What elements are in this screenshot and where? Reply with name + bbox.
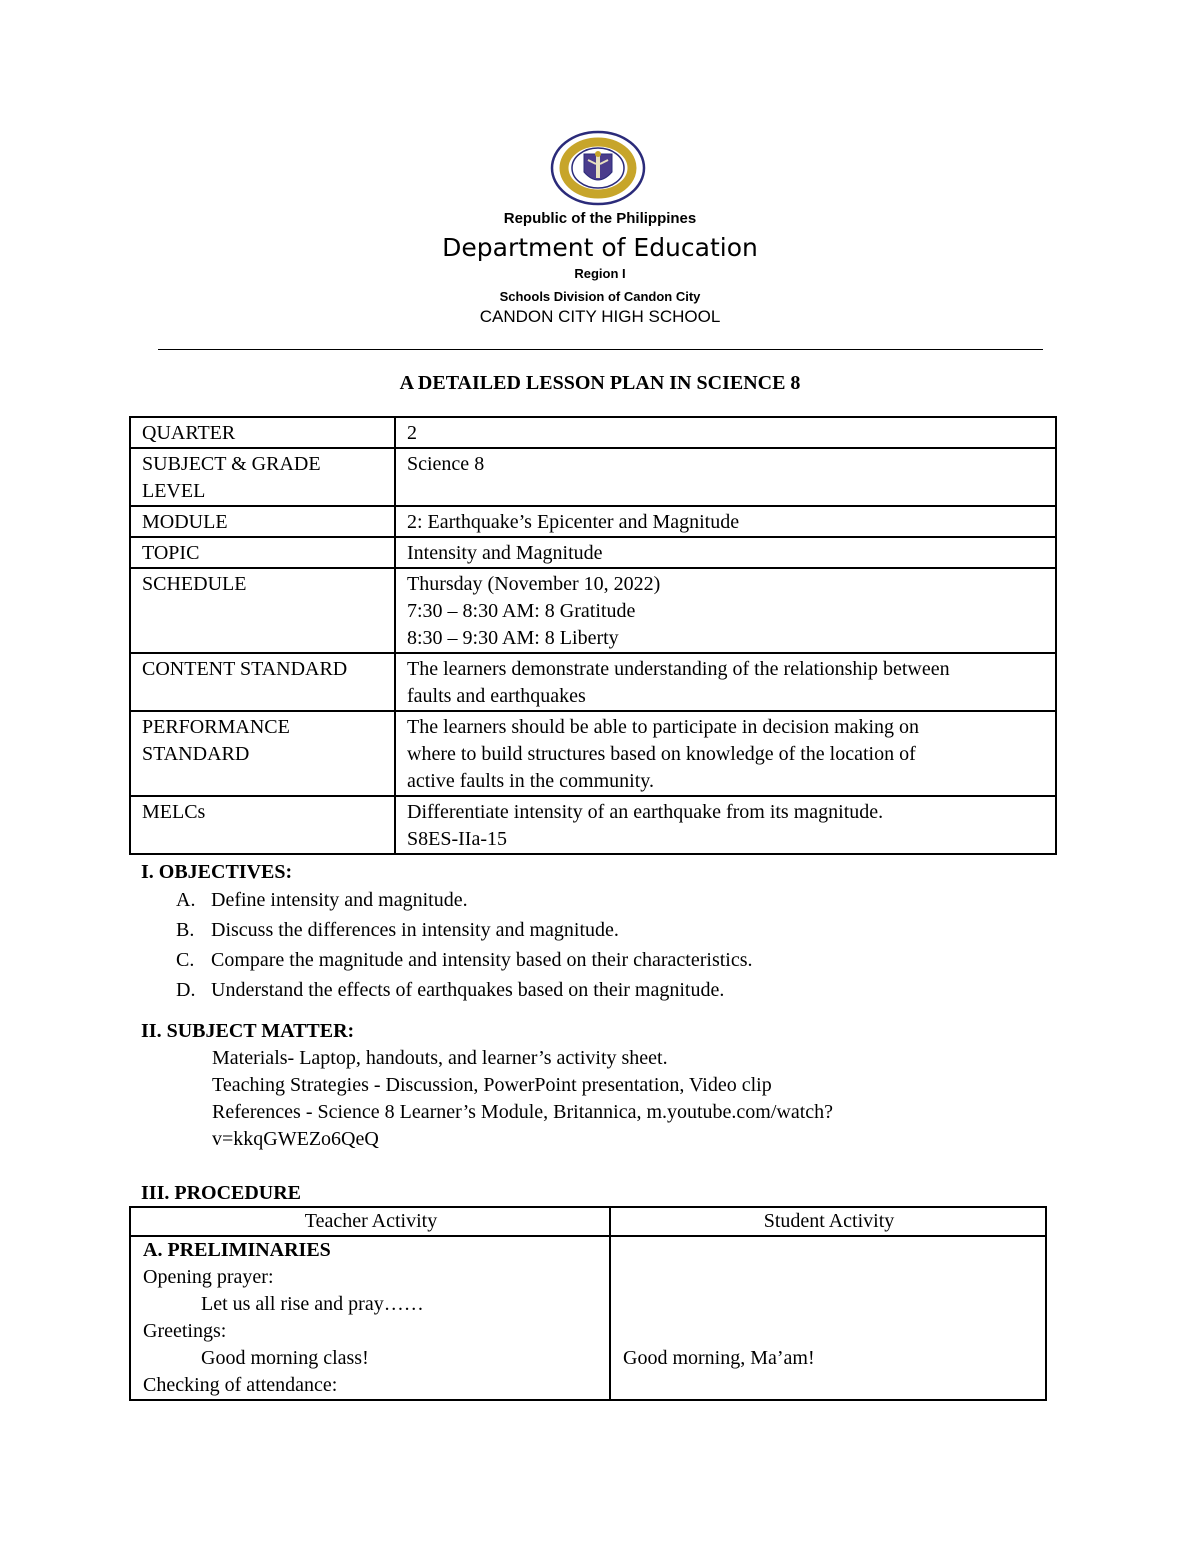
opening-prayer-label: Opening prayer: [143, 1266, 274, 1288]
melcs-value [395, 796, 1056, 854]
republic-line: Republic of the Philippines [503, 210, 697, 227]
performance-standard-label [130, 711, 395, 796]
attendance-label: Checking of attendance: [143, 1374, 338, 1396]
list-text: Compare the magnitude and intensity based on their characteristics. [211, 949, 753, 971]
list-text: Discuss the differences in intensity and magnitude. [211, 919, 619, 941]
performance-label-line: PERFORMANCE [142, 716, 290, 738]
teacher-activity-cell [130, 1236, 610, 1400]
content-standard-value [395, 653, 1056, 711]
module-label: MODULE [130, 506, 395, 537]
topic-value: Intensity and Magnitude [395, 537, 1056, 568]
table-row [130, 417, 1056, 448]
performance-standard-value [395, 711, 1056, 796]
table-row [130, 796, 1056, 854]
schedule-value [395, 568, 1056, 653]
melcs-label: MELCs [130, 796, 395, 854]
subject-label-line: LEVEL [142, 480, 206, 502]
content-standard-label: CONTENT STANDARD [130, 653, 395, 711]
schedule-label: SCHEDULE [130, 568, 395, 653]
performance-line: The learners should be able to participate in decision making on [407, 716, 920, 738]
table-row [130, 448, 1056, 506]
melcs-line: Differentiate intensity of an earthquake from its magnitude. [407, 801, 884, 823]
greeting-line: Good morning class! [201, 1347, 369, 1369]
greetings-label: Greetings: [143, 1320, 227, 1342]
student-reply: Good morning, Ma’am! [623, 1347, 815, 1369]
performance-label-line: STANDARD [142, 743, 250, 765]
table-row [130, 1207, 1046, 1236]
prayer-line: Let us all rise and pray…… [201, 1293, 424, 1315]
table-row [130, 537, 1056, 568]
table-row [130, 1236, 1046, 1400]
subject-label-line: SUBJECT & GRADE [142, 453, 321, 475]
header-divider [158, 349, 1043, 350]
teacher-activity-header: Teacher Activity [130, 1207, 610, 1236]
procedure-table [129, 1206, 1047, 1401]
schedule-line: 8:30 – 9:30 AM: 8 Liberty [407, 627, 619, 649]
school-name: CANDON CITY HIGH SCHOOL [479, 307, 721, 326]
objectives-list [176, 885, 753, 1005]
student-activity-header: Student Activity [610, 1207, 1046, 1236]
performance-line: active faults in the community. [407, 770, 654, 792]
strategies-line: Teaching Strategies - Discussion, PowerPoint presentation, Video clip [212, 1074, 772, 1096]
list-item [176, 885, 753, 915]
deped-seal [550, 130, 646, 206]
student-activity-cell [610, 1236, 1046, 1400]
lesson-info-table [129, 416, 1057, 855]
objectives-heading: I. OBJECTIVES: [141, 861, 293, 883]
list-letter: B. [176, 919, 195, 941]
table-row [130, 653, 1056, 711]
department-name: Department of Education [442, 233, 758, 262]
table-row [130, 711, 1056, 796]
list-letter: A. [176, 889, 196, 911]
quarter-value: 2 [395, 417, 1056, 448]
spacer [623, 1237, 1035, 1345]
subject-matter-body [212, 1045, 833, 1153]
list-text: Understand the effects of earthquakes based on their magnitude. [211, 979, 725, 1001]
melcs-line: S8ES-IIa-15 [407, 828, 507, 850]
subject-matter-heading: II. SUBJECT MATTER: [141, 1020, 355, 1042]
table-row [130, 506, 1056, 537]
schedule-line: 7:30 – 8:30 AM: 8 Gratitude [407, 600, 636, 622]
content-line: The learners demonstrate understanding of the relationship between [407, 658, 950, 680]
region-line: Region I [574, 266, 626, 281]
quarter-label: QUARTER [130, 417, 395, 448]
procedure-heading: III. PROCEDURE [141, 1182, 302, 1204]
lesson-plan-title: A DETAILED LESSON PLAN IN SCIENCE 8 [399, 372, 801, 394]
module-value: 2: Earthquake’s Epicenter and Magnitude [395, 506, 1056, 537]
subject-value: Science 8 [395, 448, 1056, 506]
list-item [176, 975, 753, 1005]
division-line: Schools Division of Candon City [499, 289, 701, 304]
list-text: Define intensity and magnitude. [211, 889, 468, 911]
references-line-cont: v=kkqGWEZo6QeQ [212, 1128, 379, 1150]
performance-line: where to build structures based on knowledge of the location of [407, 743, 916, 765]
list-item [176, 915, 753, 945]
list-letter: C. [176, 949, 195, 971]
subject-label [130, 448, 395, 506]
references-line: References - Science 8 Learner’s Module, Britannica, m.youtube.com/watch? [212, 1101, 834, 1123]
list-letter: D. [176, 979, 196, 1001]
materials-line: Materials- Laptop, handouts, and learner’s activity sheet. [212, 1047, 668, 1069]
content-line: faults and earthquakes [407, 685, 586, 707]
table-row [130, 568, 1056, 653]
list-item [176, 945, 753, 975]
topic-label: TOPIC [130, 537, 395, 568]
section-title: A. PRELIMINARIES [143, 1239, 331, 1261]
schedule-line: Thursday (November 10, 2022) [407, 573, 661, 595]
